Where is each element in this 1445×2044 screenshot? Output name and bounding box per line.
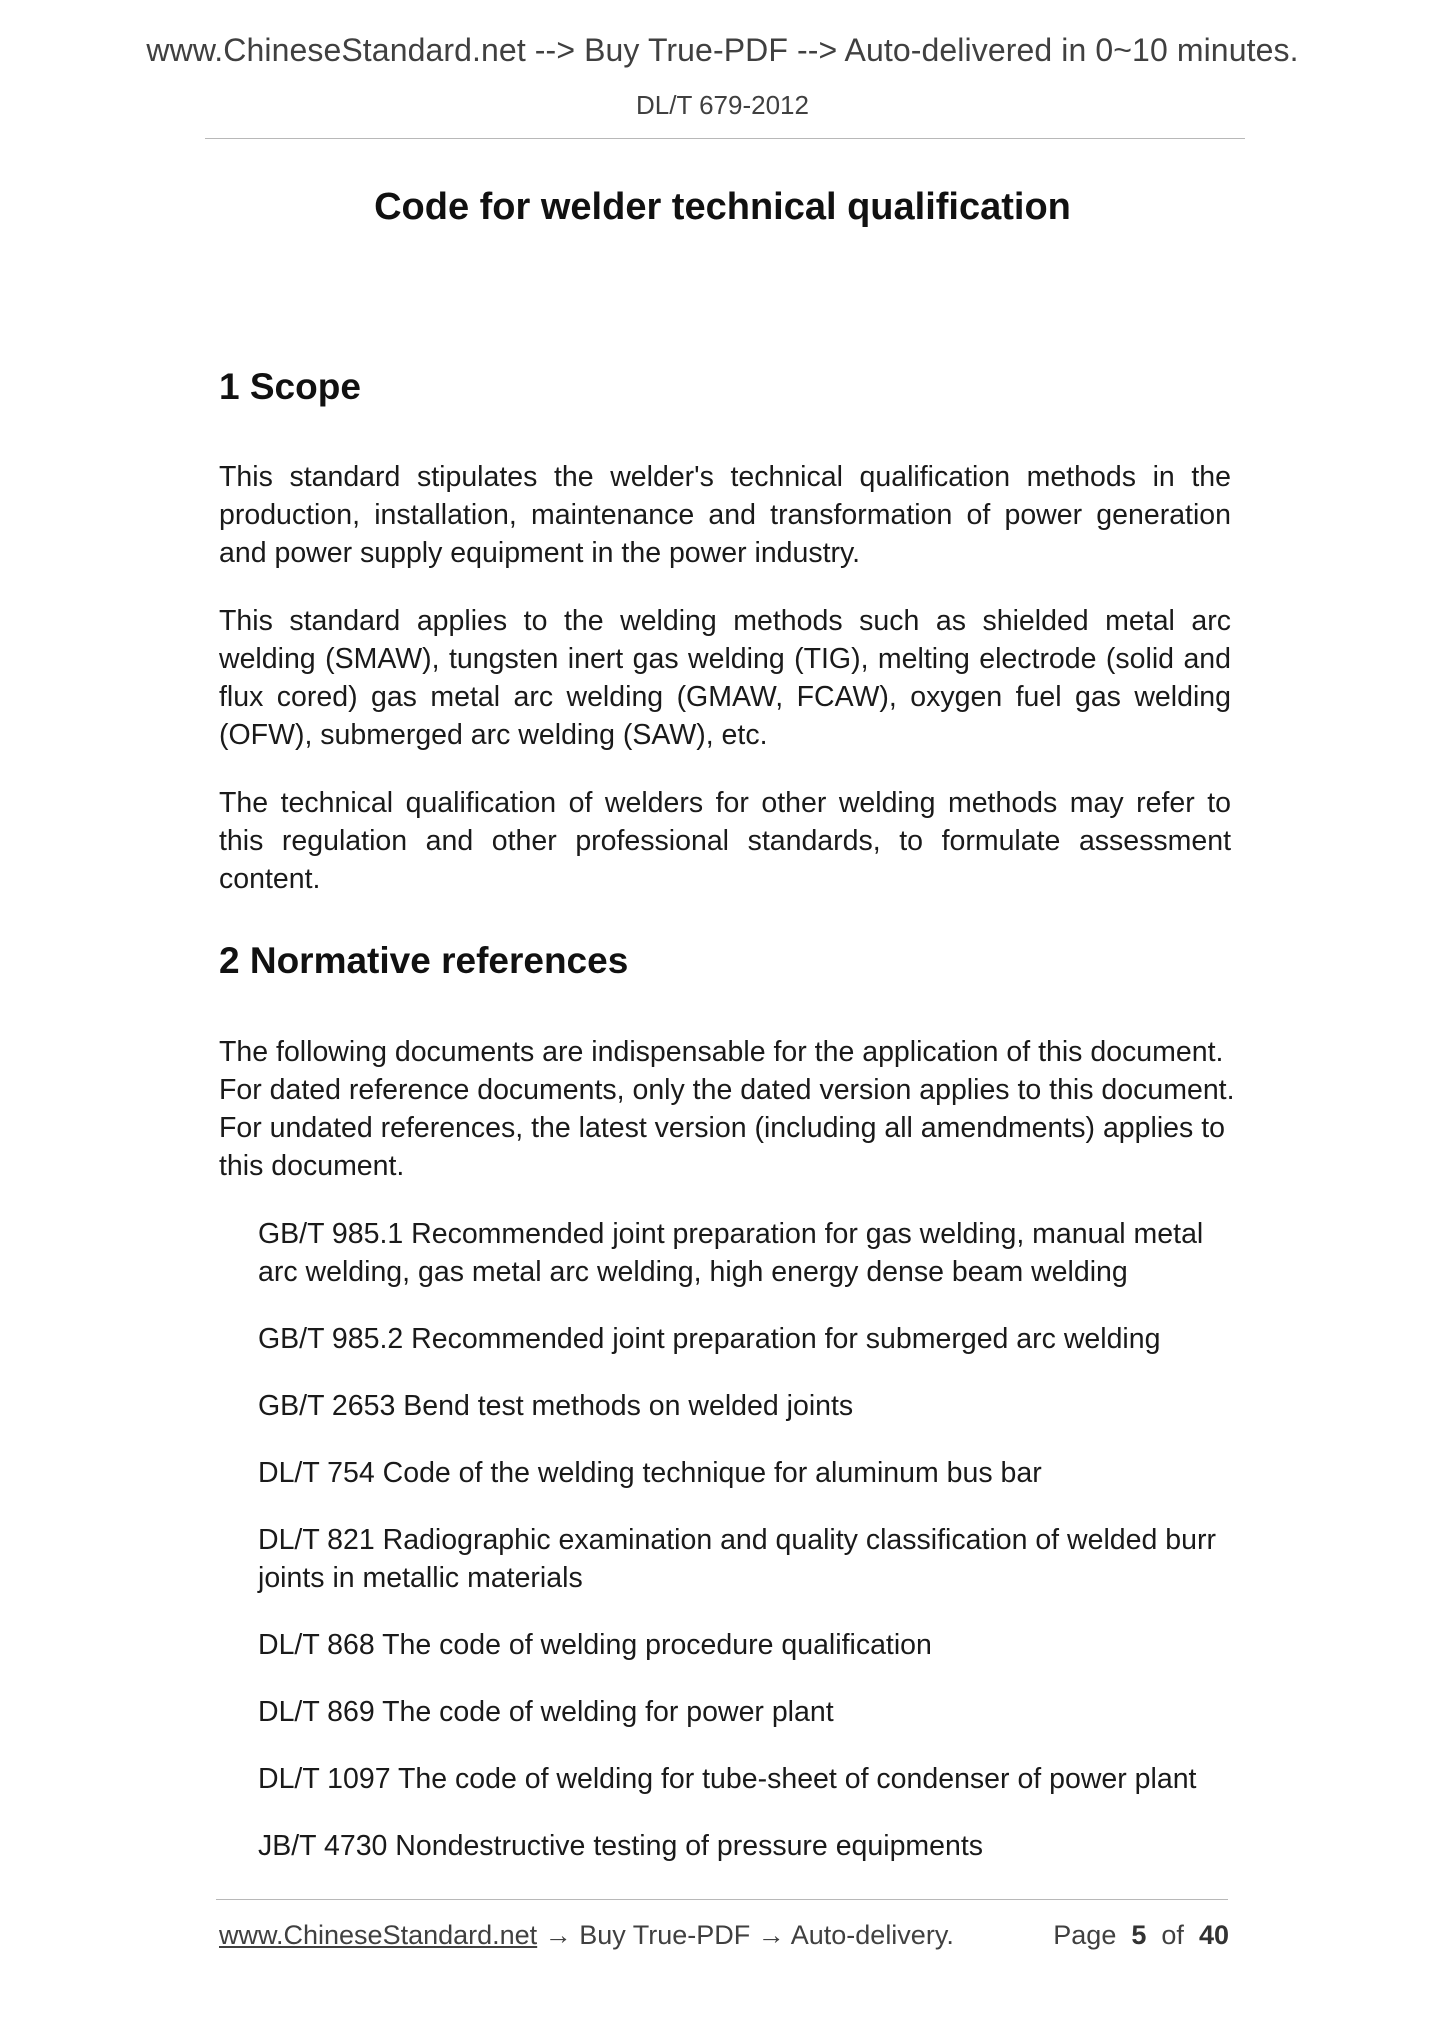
document-title: Code for welder technical qualification — [374, 186, 1071, 228]
reference-item — [258, 1626, 1238, 1664]
reference-item — [258, 1760, 1238, 1798]
reference-dlt-754: DL/T 754 Code of the welding technique for aluminum bus bar — [258, 1457, 1042, 1489]
standard-code: DL/T 679-2012 — [636, 90, 809, 120]
reference-item — [258, 1827, 1238, 1865]
reference-item — [258, 1454, 1238, 1492]
footer-tagline: → Buy True-PDF → Auto-delivery. — [537, 1920, 954, 1950]
scope-paragraph-3-wrap — [219, 784, 1231, 898]
top-banner: www.ChineseStandard.net --> Buy True-PDF --> Auto-delivered in 0~10 minutes. — [146, 32, 1299, 68]
section-1-heading-wrap — [219, 366, 1231, 408]
page-number: 5 — [1131, 1920, 1147, 1950]
normative-intro-wrap — [219, 1033, 1249, 1185]
section-1-heading: 1 Scope — [219, 366, 361, 407]
reference-item — [258, 1215, 1238, 1291]
page-label: Page — [1053, 1920, 1117, 1950]
scope-paragraph-3: The technical qualification of welders for other welding methods may refer to this regulation and other professional standards, to formulate assessment content. — [219, 787, 1231, 895]
of-label: of — [1161, 1920, 1184, 1950]
footer-site-link[interactable]: www.ChineseStandard.net — [219, 1920, 538, 1950]
total-pages: 40 — [1198, 1920, 1229, 1950]
header-divider — [205, 138, 1245, 139]
reference-dlt-869: DL/T 869 The code of welding for power plant — [258, 1696, 834, 1728]
page-indicator — [1053, 1920, 1229, 1951]
scope-paragraph-2-wrap — [219, 602, 1231, 754]
reference-gbt-2653: GB/T 2653 Bend test methods on welded joints — [258, 1390, 854, 1422]
reference-dlt-868: DL/T 868 The code of welding procedure qualification — [258, 1629, 932, 1661]
scope-paragraph-1-wrap — [219, 458, 1231, 572]
reference-dlt-1097: DL/T 1097 The code of welding for tube-sheet of condenser of power plant — [258, 1763, 1197, 1795]
footer-divider — [216, 1899, 1228, 1900]
reference-gbt-985-2: GB/T 985.2 Recommended joint preparation for submerged arc welding — [258, 1323, 1161, 1355]
reference-item — [258, 1521, 1238, 1597]
page-footer — [219, 1920, 1229, 1951]
reference-jbt-4730: JB/T 4730 Nondestructive testing of pressure equipments — [258, 1830, 984, 1862]
reference-item — [258, 1693, 1238, 1731]
reference-item — [258, 1320, 1238, 1358]
reference-item — [258, 1387, 1238, 1425]
reference-gbt-985-1: GB/T 985.1 Recommended joint preparation for gas welding, manual metal arc welding, gas metal arc welding, high energy dense beam welding — [258, 1218, 1204, 1288]
normative-intro: The following documents are indispensable for the application of this document. For dated reference documents, only the dated version applies to this document. For undated references, the latest version (including all amendments) applies to this document. — [219, 1036, 1235, 1182]
scope-paragraph-2: This standard applies to the welding methods such as shielded metal arc welding (SMAW), tungsten inert gas welding (TIG), melting electrode (solid and flux cored) gas metal arc welding (GMAW, FCAW), oxygen fuel gas welding (OFW), submerged arc welding (SAW), etc. — [219, 605, 1231, 751]
section-2-heading-wrap — [219, 940, 1231, 982]
reference-dlt-821: DL/T 821 Radiographic examination and quality classification of welded burr joints in metallic materials — [258, 1524, 1216, 1594]
scope-paragraph-1: This standard stipulates the welder's technical qualification methods in the production, installation, maintenance and transformation of power generation and power supply equipment in the power industry. — [219, 461, 1231, 569]
section-2-heading: 2 Normative references — [219, 940, 629, 981]
